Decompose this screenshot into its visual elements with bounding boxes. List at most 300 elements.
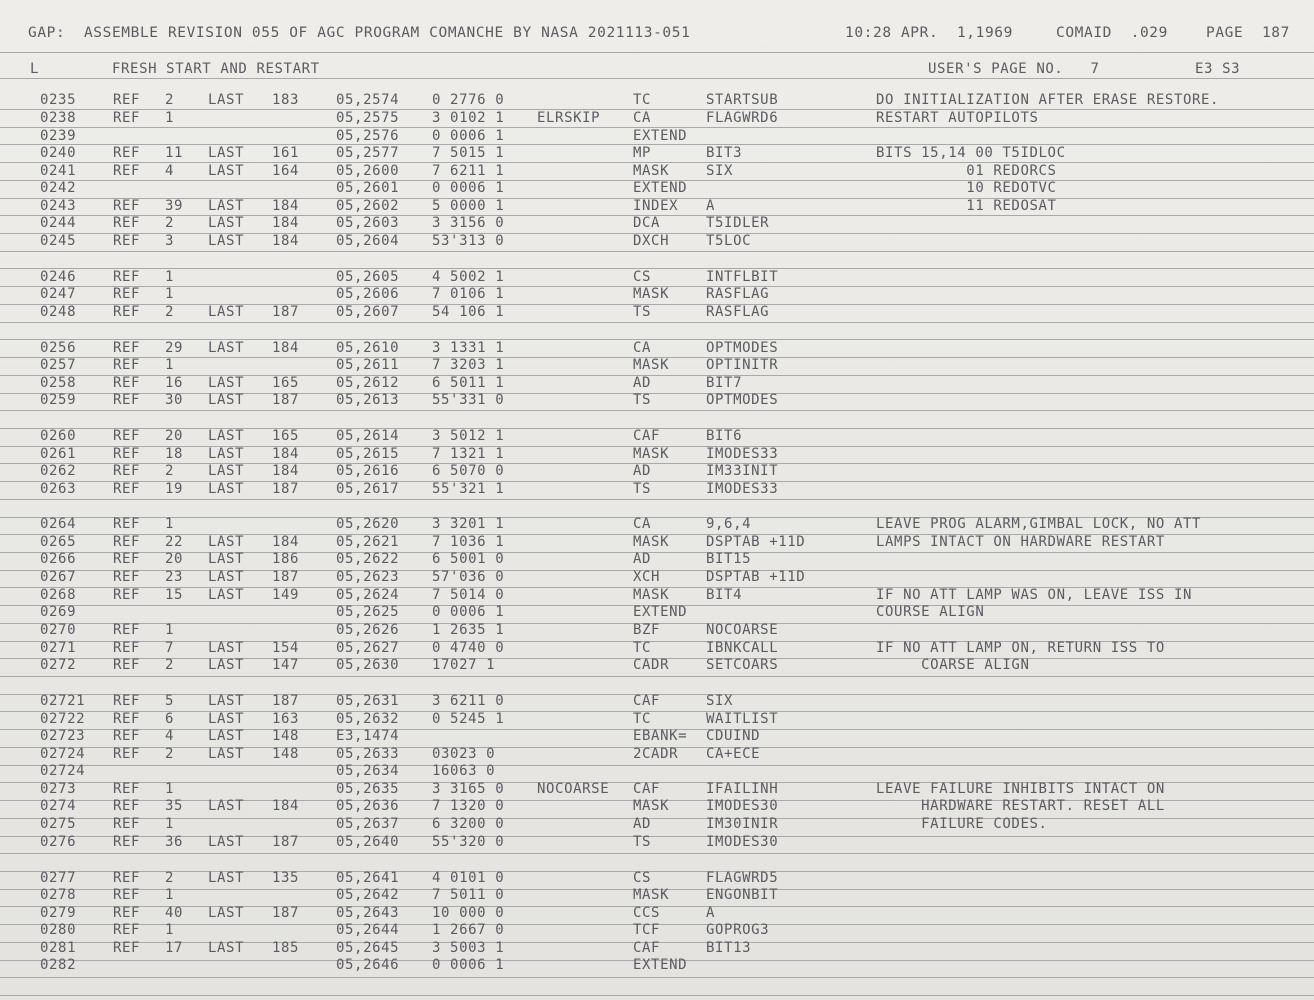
listing-timestamp: 10:28 APR. 1,1969 bbox=[845, 25, 1013, 41]
last-keyword: LAST bbox=[208, 870, 245, 886]
line-number: 0241 bbox=[40, 163, 77, 179]
ruled-line bbox=[0, 144, 1314, 145]
last-keyword: LAST bbox=[208, 640, 245, 656]
last-keyword: LAST bbox=[208, 798, 245, 814]
opcode: EXTEND bbox=[633, 957, 688, 973]
line-number: 0246 bbox=[40, 269, 77, 285]
opcode: 2CADR bbox=[633, 746, 679, 762]
ruled-line bbox=[0, 818, 1314, 819]
last-page: 183 bbox=[272, 92, 300, 108]
ruled-line bbox=[0, 871, 1314, 872]
address: 05,2602 bbox=[336, 198, 400, 214]
last-page: 147 bbox=[272, 657, 300, 673]
ref-count: 1 bbox=[165, 516, 175, 532]
operand: BIT15 bbox=[706, 551, 752, 567]
last-page: 186 bbox=[272, 551, 300, 567]
line-number: 0273 bbox=[40, 781, 77, 797]
opcode: AD bbox=[633, 375, 652, 391]
address: 05,2600 bbox=[336, 163, 400, 179]
operand: DSPTAB +11D bbox=[706, 569, 806, 585]
last-page: 184 bbox=[272, 340, 300, 356]
opcode: MP bbox=[633, 145, 652, 161]
line-number: 0263 bbox=[40, 481, 77, 497]
comment: COARSE ALIGN bbox=[876, 657, 1030, 673]
ref-keyword: REF bbox=[113, 905, 141, 921]
line-number: 0265 bbox=[40, 534, 77, 550]
ref-keyword: REF bbox=[113, 269, 141, 285]
ref-keyword: REF bbox=[113, 781, 141, 797]
last-page: 187 bbox=[272, 304, 300, 320]
opcode: TS bbox=[633, 304, 652, 320]
last-page: 184 bbox=[272, 233, 300, 249]
line-number: 0268 bbox=[40, 587, 77, 603]
opcode: TCF bbox=[633, 922, 661, 938]
address: 05,2635 bbox=[336, 781, 400, 797]
line-number: 0267 bbox=[40, 569, 77, 585]
ruled-line bbox=[0, 853, 1314, 854]
octal-word: 0 5245 1 bbox=[432, 711, 505, 727]
operand: IMODES30 bbox=[706, 834, 779, 850]
last-keyword: LAST bbox=[208, 233, 245, 249]
ref-keyword: REF bbox=[113, 569, 141, 585]
octal-word: 3 5003 1 bbox=[432, 940, 505, 956]
line-number: 02724 bbox=[40, 746, 86, 762]
ref-count: 1 bbox=[165, 269, 175, 285]
comment: COURSE ALIGN bbox=[876, 604, 985, 620]
ruled-line bbox=[0, 499, 1314, 500]
ref-count: 36 bbox=[165, 834, 184, 850]
last-keyword: LAST bbox=[208, 569, 245, 585]
line-number: 0248 bbox=[40, 304, 77, 320]
ref-count: 11 bbox=[165, 145, 184, 161]
last-page: 135 bbox=[272, 870, 300, 886]
line-number: 0258 bbox=[40, 375, 77, 391]
address: 05,2613 bbox=[336, 392, 400, 408]
ref-keyword: REF bbox=[113, 516, 141, 532]
ruled-line bbox=[0, 676, 1314, 677]
operand: RASFLAG bbox=[706, 286, 770, 302]
last-keyword: LAST bbox=[208, 340, 245, 356]
ref-count: 1 bbox=[165, 816, 175, 832]
line-number: 0247 bbox=[40, 286, 77, 302]
octal-word: 55'321 1 bbox=[432, 481, 505, 497]
octal-word: 6 5011 1 bbox=[432, 375, 505, 391]
comment: BITS 15,14 00 T5IDLOC bbox=[876, 145, 1066, 161]
ref-count: 1 bbox=[165, 922, 175, 938]
last-page: 187 bbox=[272, 834, 300, 850]
octal-word: 3 0102 1 bbox=[432, 110, 505, 126]
ruled-line bbox=[0, 339, 1314, 340]
octal-word: 3 3156 0 bbox=[432, 215, 505, 231]
last-keyword: LAST bbox=[208, 481, 245, 497]
operand: BIT7 bbox=[706, 375, 743, 391]
last-keyword: LAST bbox=[208, 940, 245, 956]
operand: DSPTAB +11D bbox=[706, 534, 806, 550]
ref-keyword: REF bbox=[113, 746, 141, 762]
section-code: E3 S3 bbox=[1195, 61, 1241, 77]
last-page: 161 bbox=[272, 145, 300, 161]
comment: 10 REDOTVC bbox=[876, 180, 1057, 196]
ref-keyword: REF bbox=[113, 215, 141, 231]
operand: A bbox=[706, 198, 716, 214]
octal-word: 57'036 0 bbox=[432, 569, 505, 585]
last-page: 184 bbox=[272, 534, 300, 550]
octal-word: 6 5070 0 bbox=[432, 463, 505, 479]
line-number: 0276 bbox=[40, 834, 77, 850]
last-page: 165 bbox=[272, 428, 300, 444]
last-keyword: LAST bbox=[208, 375, 245, 391]
ruled-line bbox=[0, 711, 1314, 712]
last-keyword: LAST bbox=[208, 551, 245, 567]
line-number: 0282 bbox=[40, 957, 77, 973]
ref-keyword: REF bbox=[113, 357, 141, 373]
last-keyword: LAST bbox=[208, 711, 245, 727]
last-keyword: LAST bbox=[208, 834, 245, 850]
comment: DO INITIALIZATION AFTER ERASE RESTORE. bbox=[876, 92, 1220, 108]
ref-count: 1 bbox=[165, 887, 175, 903]
address: 05,2637 bbox=[336, 816, 400, 832]
last-page: 148 bbox=[272, 746, 300, 762]
ruled-line bbox=[0, 78, 1314, 79]
opcode: CS bbox=[633, 269, 652, 285]
address: 05,2603 bbox=[336, 215, 400, 231]
address: 05,2621 bbox=[336, 534, 400, 550]
address: 05,2640 bbox=[336, 834, 400, 850]
ref-count: 15 bbox=[165, 587, 184, 603]
line-number: 0243 bbox=[40, 198, 77, 214]
opcode: MASK bbox=[633, 887, 670, 903]
comment: 01 REDORCS bbox=[876, 163, 1057, 179]
ref-keyword: REF bbox=[113, 233, 141, 249]
ruled-line bbox=[0, 393, 1314, 394]
opcode: TS bbox=[633, 481, 652, 497]
users-page-number: USER'S PAGE NO. 7 bbox=[928, 61, 1100, 77]
ref-count: 22 bbox=[165, 534, 184, 550]
last-keyword: LAST bbox=[208, 163, 245, 179]
ref-count: 1 bbox=[165, 622, 175, 638]
address: 05,2611 bbox=[336, 357, 400, 373]
ref-count: 4 bbox=[165, 163, 175, 179]
octal-word: 4 0101 0 bbox=[432, 870, 505, 886]
last-keyword: LAST bbox=[208, 463, 245, 479]
opcode: AD bbox=[633, 551, 652, 567]
ref-keyword: REF bbox=[113, 587, 141, 603]
ref-keyword: REF bbox=[113, 728, 141, 744]
octal-word: 0 4740 0 bbox=[432, 640, 505, 656]
ref-count: 29 bbox=[165, 340, 184, 356]
last-keyword: LAST bbox=[208, 746, 245, 762]
last-page: 185 bbox=[272, 940, 300, 956]
operand: IFAILINH bbox=[706, 781, 779, 797]
address: 05,2620 bbox=[336, 516, 400, 532]
address: 05,2645 bbox=[336, 940, 400, 956]
ref-keyword: REF bbox=[113, 940, 141, 956]
operand: A bbox=[706, 905, 716, 921]
ref-keyword: REF bbox=[113, 816, 141, 832]
ref-count: 2 bbox=[165, 215, 175, 231]
line-number: 0260 bbox=[40, 428, 77, 444]
address: 05,2634 bbox=[336, 763, 400, 779]
last-page: 154 bbox=[272, 640, 300, 656]
operand: SIX bbox=[706, 693, 734, 709]
ref-count: 16 bbox=[165, 375, 184, 391]
opcode: CAF bbox=[633, 940, 661, 956]
comment: LAMPS INTACT ON HARDWARE RESTART bbox=[876, 534, 1165, 550]
opcode: CCS bbox=[633, 905, 661, 921]
last-keyword: LAST bbox=[208, 198, 245, 214]
octal-word: 0 0006 1 bbox=[432, 128, 505, 144]
octal-word: 16063 0 bbox=[432, 763, 496, 779]
address: 05,2574 bbox=[336, 92, 400, 108]
operand: FLAGWRD6 bbox=[706, 110, 779, 126]
octal-word: 3 3165 0 bbox=[432, 781, 505, 797]
last-keyword: LAST bbox=[208, 392, 245, 408]
octal-word: 03023 0 bbox=[432, 746, 496, 762]
last-page: 187 bbox=[272, 905, 300, 921]
ref-count: 4 bbox=[165, 728, 175, 744]
line-number: 0280 bbox=[40, 922, 77, 938]
operand: T5IDLER bbox=[706, 215, 770, 231]
ref-count: 19 bbox=[165, 481, 184, 497]
comment: LEAVE PROG ALARM,GIMBAL LOCK, NO ATT bbox=[876, 516, 1202, 532]
address: 05,2632 bbox=[336, 711, 400, 727]
address: 05,2612 bbox=[336, 375, 400, 391]
last-page: 187 bbox=[272, 481, 300, 497]
last-keyword: LAST bbox=[208, 92, 245, 108]
line-number: 0238 bbox=[40, 110, 77, 126]
ref-count: 2 bbox=[165, 746, 175, 762]
ref-count: 1 bbox=[165, 110, 175, 126]
operand: OPTINITR bbox=[706, 357, 779, 373]
last-keyword: LAST bbox=[208, 446, 245, 462]
octal-word: 55'331 0 bbox=[432, 392, 505, 408]
address: 05,2633 bbox=[336, 746, 400, 762]
line-number: 02721 bbox=[40, 693, 86, 709]
ref-keyword: REF bbox=[113, 446, 141, 462]
ruled-line bbox=[0, 481, 1314, 482]
ref-count: 6 bbox=[165, 711, 175, 727]
ref-count: 2 bbox=[165, 870, 175, 886]
opcode: MASK bbox=[633, 286, 670, 302]
line-number: 0245 bbox=[40, 233, 77, 249]
address: 05,2622 bbox=[336, 551, 400, 567]
ref-keyword: REF bbox=[113, 392, 141, 408]
operand: WAITLIST bbox=[706, 711, 779, 727]
address: 05,2627 bbox=[336, 640, 400, 656]
ref-keyword: REF bbox=[113, 870, 141, 886]
address: 05,2636 bbox=[336, 798, 400, 814]
opcode: MASK bbox=[633, 446, 670, 462]
ref-keyword: REF bbox=[113, 286, 141, 302]
opcode: CA bbox=[633, 516, 652, 532]
octal-word: 0 0006 1 bbox=[432, 604, 505, 620]
address: 05,2577 bbox=[336, 145, 400, 161]
octal-word: 3 3201 1 bbox=[432, 516, 505, 532]
address: 05,2625 bbox=[336, 604, 400, 620]
octal-word: 3 6211 0 bbox=[432, 693, 505, 709]
ruled-line bbox=[0, 765, 1314, 766]
ref-count: 20 bbox=[165, 428, 184, 444]
operand: OPTMODES bbox=[706, 392, 779, 408]
line-number: 0281 bbox=[40, 940, 77, 956]
comment: HARDWARE RESTART. RESET ALL bbox=[876, 798, 1165, 814]
octal-word: 0 2776 0 bbox=[432, 92, 505, 108]
operand: IBNKCALL bbox=[706, 640, 779, 656]
last-keyword: LAST bbox=[208, 905, 245, 921]
address: 05,2623 bbox=[336, 569, 400, 585]
ref-count: 39 bbox=[165, 198, 184, 214]
address: 05,2576 bbox=[336, 128, 400, 144]
address: 05,2615 bbox=[336, 446, 400, 462]
last-page: 148 bbox=[272, 728, 300, 744]
line-number: 0239 bbox=[40, 128, 77, 144]
operand: NOCOARSE bbox=[706, 622, 779, 638]
line-number: 02724 bbox=[40, 763, 86, 779]
line-number: 0264 bbox=[40, 516, 77, 532]
octal-word: 0 0006 1 bbox=[432, 180, 505, 196]
line-number: 0256 bbox=[40, 340, 77, 356]
opcode: MASK bbox=[633, 163, 670, 179]
opcode: EXTEND bbox=[633, 604, 688, 620]
ref-keyword: REF bbox=[113, 693, 141, 709]
ref-count: 18 bbox=[165, 446, 184, 462]
ref-keyword: REF bbox=[113, 887, 141, 903]
line-number: 0261 bbox=[40, 446, 77, 462]
operand: 9,6,4 bbox=[706, 516, 752, 532]
ref-keyword: REF bbox=[113, 145, 141, 161]
ref-count: 23 bbox=[165, 569, 184, 585]
last-keyword: LAST bbox=[208, 145, 245, 161]
opcode: TS bbox=[633, 392, 652, 408]
octal-word: 7 3203 1 bbox=[432, 357, 505, 373]
ref-count: 40 bbox=[165, 905, 184, 921]
address: 05,2644 bbox=[336, 922, 400, 938]
ref-count: 1 bbox=[165, 781, 175, 797]
ref-keyword: REF bbox=[113, 534, 141, 550]
comaid-label: COMAID .029 bbox=[1056, 25, 1168, 41]
listing-title: GAP: ASSEMBLE REVISION 055 OF AGC PROGRAM COMANCHE BY NASA 2021113-051 bbox=[28, 25, 691, 41]
opcode: MASK bbox=[633, 587, 670, 603]
operand: SIX bbox=[706, 163, 734, 179]
opcode: CAF bbox=[633, 693, 661, 709]
line-number: 0270 bbox=[40, 622, 77, 638]
octal-word: 53'313 0 bbox=[432, 233, 505, 249]
opcode: AD bbox=[633, 816, 652, 832]
ref-keyword: REF bbox=[113, 834, 141, 850]
opcode: TC bbox=[633, 711, 652, 727]
line-number: 0259 bbox=[40, 392, 77, 408]
operand: FLAGWRD5 bbox=[706, 870, 779, 886]
line-number: 0269 bbox=[40, 604, 77, 620]
ruled-line bbox=[0, 995, 1314, 996]
page-number: PAGE 187 bbox=[1206, 25, 1290, 41]
address: 05,2642 bbox=[336, 887, 400, 903]
opcode: TC bbox=[633, 92, 652, 108]
line-number: 0240 bbox=[40, 145, 77, 161]
opcode: DCA bbox=[633, 215, 661, 231]
ref-count: 30 bbox=[165, 392, 184, 408]
opcode: AD bbox=[633, 463, 652, 479]
address: 05,2616 bbox=[336, 463, 400, 479]
line-number: 0279 bbox=[40, 905, 77, 921]
address: E3,1474 bbox=[336, 728, 400, 744]
ref-count: 20 bbox=[165, 551, 184, 567]
ref-keyword: REF bbox=[113, 798, 141, 814]
octal-word: 6 3200 0 bbox=[432, 816, 505, 832]
opcode: CAF bbox=[633, 428, 661, 444]
operand: CDUIND bbox=[706, 728, 761, 744]
octal-word: 7 1036 1 bbox=[432, 534, 505, 550]
ruled-line bbox=[0, 322, 1314, 323]
opcode: MASK bbox=[633, 357, 670, 373]
listing-mark: L bbox=[30, 61, 40, 77]
ref-count: 1 bbox=[165, 357, 175, 373]
octal-word: 10 000 0 bbox=[432, 905, 505, 921]
line-number: 0242 bbox=[40, 180, 77, 196]
line-number: 0257 bbox=[40, 357, 77, 373]
opcode: TS bbox=[633, 834, 652, 850]
operand: OPTMODES bbox=[706, 340, 779, 356]
octal-word: 3 5012 1 bbox=[432, 428, 505, 444]
ruled-line bbox=[0, 109, 1314, 110]
operand: BIT3 bbox=[706, 145, 743, 161]
operand: BIT6 bbox=[706, 428, 743, 444]
ruled-line bbox=[0, 304, 1314, 305]
last-keyword: LAST bbox=[208, 304, 245, 320]
ref-keyword: REF bbox=[113, 304, 141, 320]
address: 05,2643 bbox=[336, 905, 400, 921]
line-number: 0235 bbox=[40, 92, 77, 108]
last-page: 184 bbox=[272, 215, 300, 231]
line-number: 02722 bbox=[40, 711, 86, 727]
octal-word: 1 2635 1 bbox=[432, 622, 505, 638]
ruled-line bbox=[0, 375, 1314, 376]
address: 05,2605 bbox=[336, 269, 400, 285]
opcode: DXCH bbox=[633, 233, 670, 249]
ruled-line bbox=[0, 552, 1314, 553]
octal-word: 6 5001 0 bbox=[432, 551, 505, 567]
comment: FAILURE CODES. bbox=[876, 816, 1048, 832]
last-page: 164 bbox=[272, 163, 300, 179]
ruled-line bbox=[0, 251, 1314, 252]
ref-keyword: REF bbox=[113, 92, 141, 108]
ref-count: 2 bbox=[165, 463, 175, 479]
last-page: 184 bbox=[272, 198, 300, 214]
octal-word: 1 2667 0 bbox=[432, 922, 505, 938]
opcode: EBANK= bbox=[633, 728, 688, 744]
last-page: 149 bbox=[272, 587, 300, 603]
operand: ENGONBIT bbox=[706, 887, 779, 903]
last-page: 187 bbox=[272, 569, 300, 585]
address: 05,2641 bbox=[336, 870, 400, 886]
ref-count: 35 bbox=[165, 798, 184, 814]
opcode: XCH bbox=[633, 569, 661, 585]
operand: IMODES33 bbox=[706, 446, 779, 462]
comment: LEAVE FAILURE INHIBITS INTACT ON bbox=[876, 781, 1165, 797]
last-keyword: LAST bbox=[208, 587, 245, 603]
line-number: 02723 bbox=[40, 728, 86, 744]
ref-count: 3 bbox=[165, 233, 175, 249]
last-keyword: LAST bbox=[208, 657, 245, 673]
operand: CA+ECE bbox=[706, 746, 761, 762]
address: 05,2614 bbox=[336, 428, 400, 444]
operand: SETCOARS bbox=[706, 657, 779, 673]
address: 05,2630 bbox=[336, 657, 400, 673]
octal-word: 7 1321 1 bbox=[432, 446, 505, 462]
ruled-line bbox=[0, 410, 1314, 411]
ref-keyword: REF bbox=[113, 922, 141, 938]
line-number: 0277 bbox=[40, 870, 77, 886]
